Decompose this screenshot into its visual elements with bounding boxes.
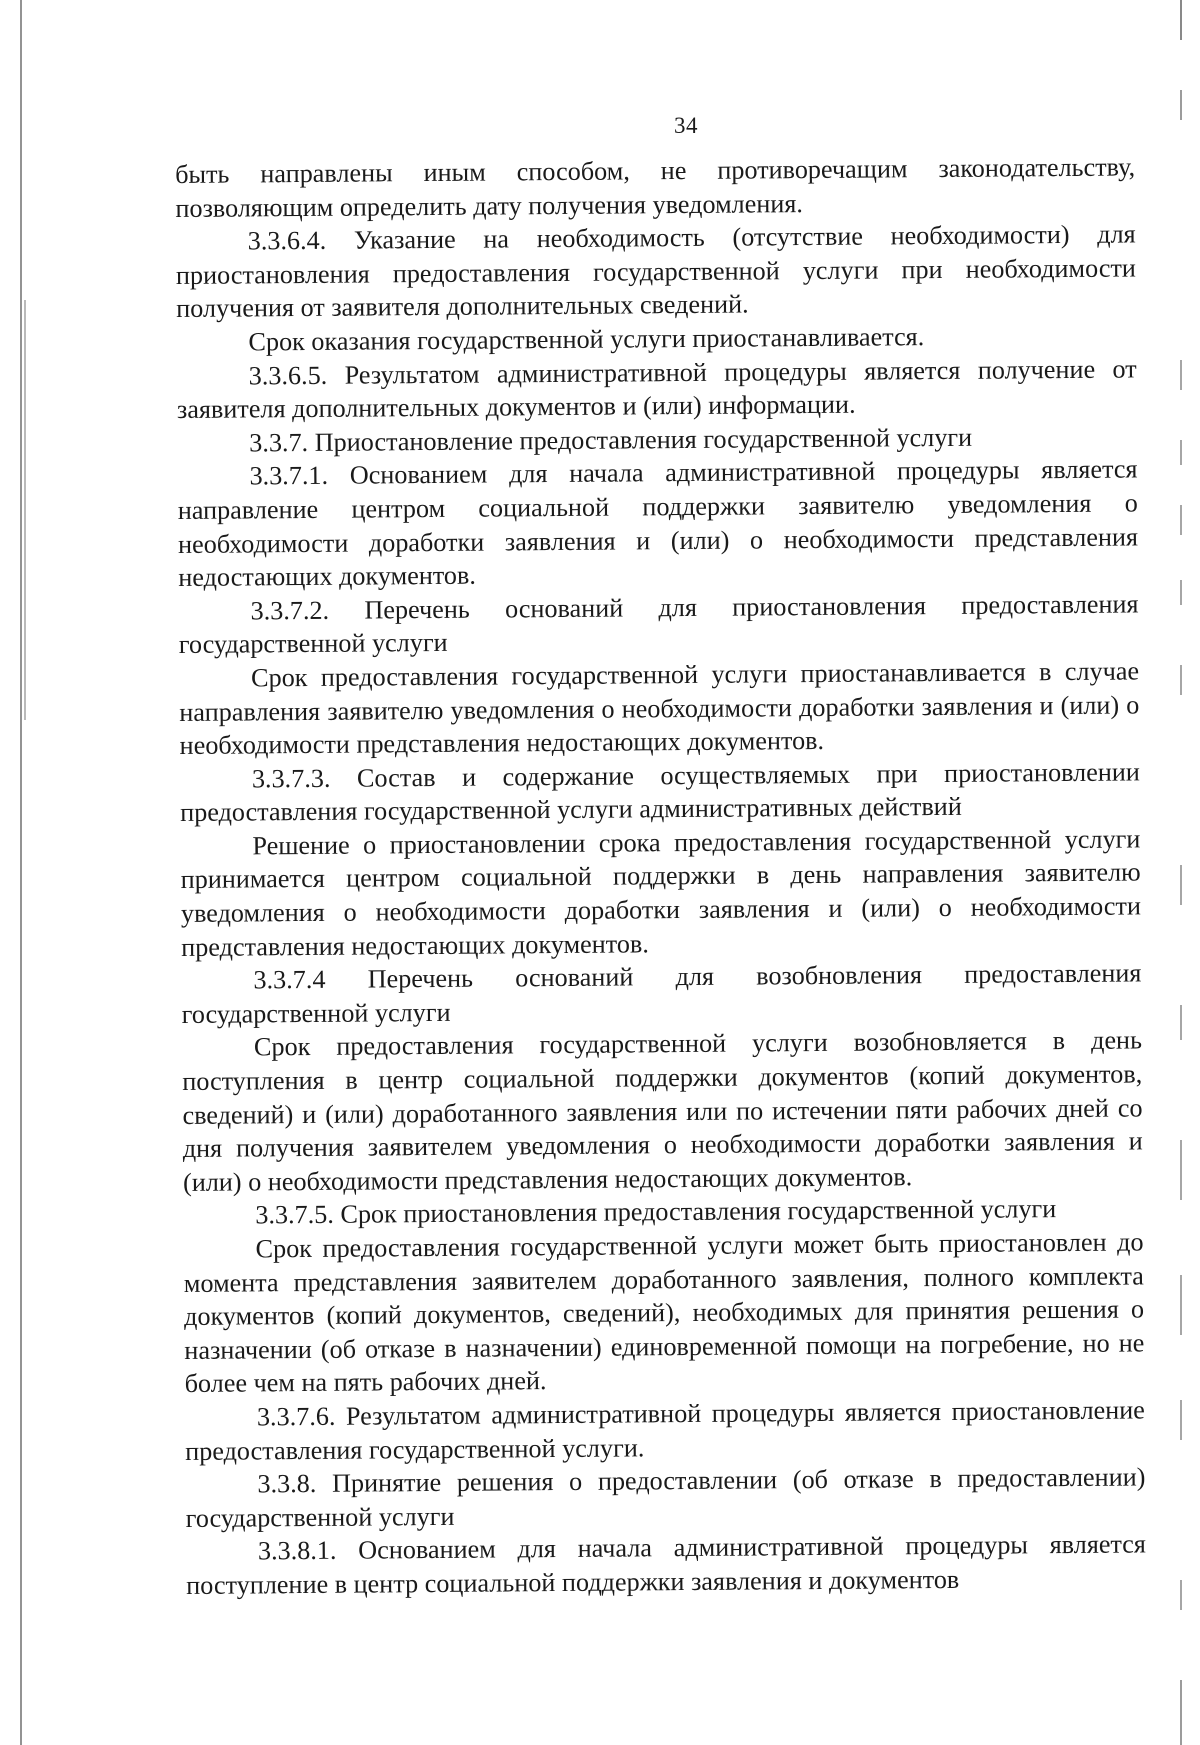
scan-artifact-right-9: [1180, 1005, 1182, 1040]
paragraph: быть направлены иным способом, не противоречащим законодательству, позволяющим определить дату получения уведомления.: [175, 152, 1136, 223]
scan-artifact-right-14: [1180, 1680, 1182, 1745]
document-body: [175, 150, 1146, 1602]
section-heading: 3.3.8. Принятие решения о предоставлении (об отказе в предоставлении) государственной услуги: [185, 1462, 1146, 1533]
paragraph: Срок предоставления государственной услуги возобновляется в день поступления в центр социальной поддержки документов (копий документов, сведений) и (или) доработанного заявления или по истечении пяти рабочих дней со дня получения заявителем уведомления о необходимости доработки заявления и (или) о необходимости представления недостающих документов.: [182, 1025, 1143, 1197]
scan-artifact-right-8: [1180, 865, 1182, 905]
paragraph: Срок предоставления государственной услуги может быть приостановлен до момента представления заявителем доработанного заявления, полного комплекта документов (копий документов, сведений), необходимых для принятия решения о назначении (об отказе в назначении) единовременной помощи на погребение, но не более чем на пять рабочих дней.: [183, 1227, 1145, 1399]
subsection-heading: 3.3.7.2. Перечень оснований для приостановления предоставления государственной услуги: [178, 589, 1139, 660]
subsection-heading: 3.3.7.5. Срок приостановления предоставления государственной услуги: [255, 1194, 1057, 1230]
scan-artifact-left: [20, 0, 22, 1745]
scan-artifact-right-10: [1180, 1140, 1182, 1200]
paragraph: Срок предоставления государственной услуги приостанавливается в случае направления заявителю уведомления о необходимости доработки заявления и (или) о необходимости представления недостающих документов.: [179, 656, 1140, 761]
paragraph: 3.3.8.1. Основанием для начала административной процедуры является поступление в центр социальной поддержки заявления и документов: [186, 1529, 1147, 1600]
scan-artifact-right-3: [1180, 360, 1182, 390]
paragraph: Решение о приостановлении срока предоставления государственной услуги принимается центром социальной поддержки в день направления заявителю уведомления о необходимости доработки заявления и (или) о необходимости представления недостающих документов.: [180, 824, 1142, 962]
paragraph: 3.3.7.1. Основанием для начала административной процедуры является направление центром социальной поддержки заявителю уведомления о необходимости доработки заявления и (или) о необходимости представления недостающих документов.: [177, 454, 1139, 593]
paragraph: 3.3.7.6. Результатом административной процедуры является приостановление предоставления государственной услуги.: [185, 1395, 1145, 1466]
page-number: 34: [674, 113, 698, 138]
subsection-heading: 3.3.7.4 Перечень оснований для возобновления предоставления государственной услуги: [181, 958, 1142, 1029]
paragraph: Срок оказания государственной услуги приостанавливается.: [248, 322, 925, 357]
scan-artifact-right-12: [1180, 1400, 1182, 1440]
scan-artifact-right-7: [1180, 665, 1182, 695]
scan-artifact-right-6: [1180, 580, 1182, 605]
scan-artifact-right-5: [1180, 505, 1182, 535]
scan-artifact-right-1: [1180, 0, 1182, 40]
subsection-heading: 3.3.7.3. Состав и содержание осуществляемых при приостановлении предоставления государственной услуги административных действий: [180, 757, 1140, 828]
paragraph: 3.3.6.5. Результатом административной процедуры является получение от заявителя дополнительных документов и (или) информации.: [176, 354, 1137, 425]
scan-artifact-right-13: [1180, 1580, 1182, 1610]
section-heading: 3.3.7. Приостановление предоставления государственной услуги: [249, 422, 973, 458]
scan-artifact-right-11: [1180, 1275, 1182, 1335]
paragraph: 3.3.6.4. Указание на необходимость (отсутствие необходимости) для приостановления предоставления государственной услуги при необходимости получения от заявителя дополнительных сведений.: [175, 219, 1137, 324]
scan-artifact-left-inner: [24, 300, 26, 720]
scan-artifact-right-4: [1180, 440, 1182, 465]
